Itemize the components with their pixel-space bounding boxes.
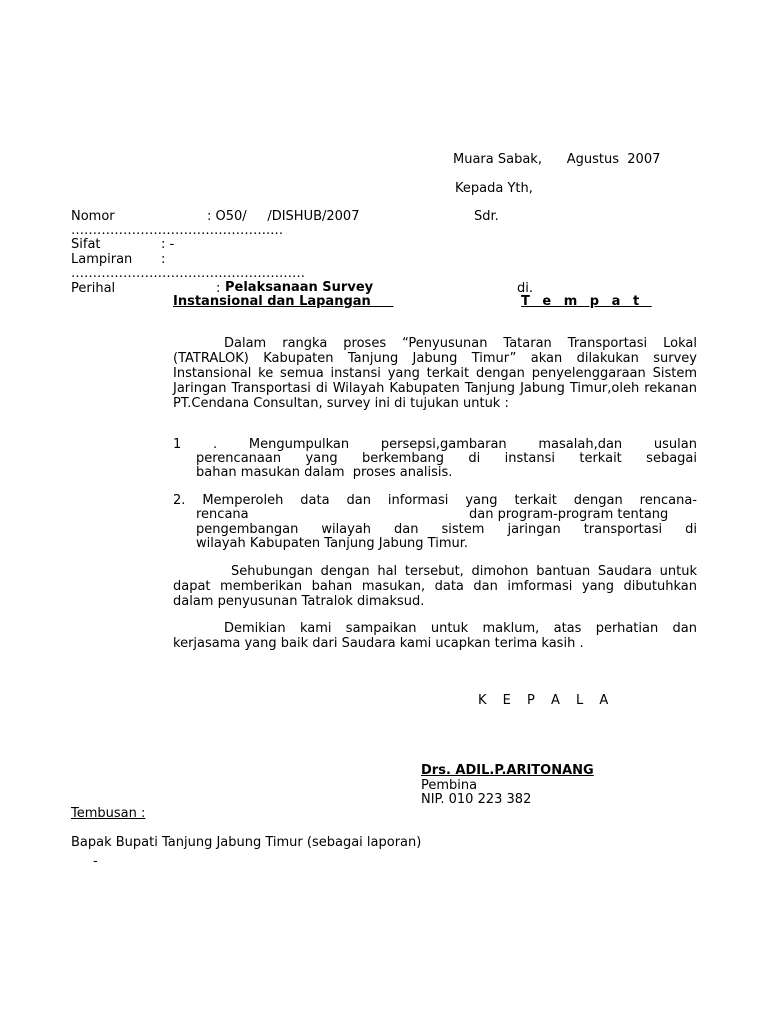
sifat-value: : -: [161, 237, 175, 252]
list-item-1-line-2: perencanaan yang berkembang di instansi terkait sebagai: [196, 451, 697, 466]
recipient-tempat: T e m p a t: [521, 294, 652, 309]
nomor-label: Nomor: [71, 209, 115, 224]
body-paragraph-1: Dalam rangka proses “Penyusunan Tataran Transportasi Lokal (TATRALOK) Kabupaten Tanjung Jabung Timur” akan dilakukan survey Instansional ke semua instansi yang terkait dengan penyelenggaraan Sistem Jaringan Transportasi di Wilayah Kabupaten Tanjung Jabung Timur,oleh rekanan PT.Cendana Consultan, survey ini di tujukan untuk :: [173, 336, 697, 411]
lampiran-value: :: [161, 252, 166, 267]
sifat-label: Sifat: [71, 237, 101, 252]
tembusan-dash: -: [93, 854, 98, 869]
lampiran-label: Lampiran: [71, 252, 133, 267]
list-item-1-line-1: 1 . Mengumpulkan persepsi,gambaran masalah,dan usulan: [173, 437, 697, 452]
list-item-2-line-3: pengembangan wilayah dan sistem jaringan transportasi di: [196, 522, 697, 537]
place-date: Muara Sabak, Agustus 2007: [453, 152, 661, 167]
list-item-1-line-3: bahan masukan dalam proses analisis.: [196, 465, 453, 480]
list-item-2-line-2a: rencana: [196, 507, 249, 522]
signatory-rank: Pembina: [421, 778, 478, 793]
recipient-greeting: Kepada Yth,: [455, 181, 533, 196]
signatory-title: K E P A L A: [478, 693, 615, 708]
perihal-colon: :: [216, 281, 225, 296]
dotted-line: ……………………………………….…: [71, 223, 284, 238]
perihal-subject-line2: Instansional dan Lapangan: [173, 294, 394, 309]
perihal-label: Perihal: [71, 281, 116, 296]
nomor-value: : O50/ /DISHUB/2007: [207, 209, 360, 224]
list-item-2-line-1: 2. Memperoleh data dan informasi yang terkait dengan rencana-: [173, 493, 697, 508]
recipient-sdr: Sdr.: [474, 209, 499, 224]
signatory-nip: NIP. 010 223 382: [421, 792, 532, 807]
perihal-subject-line1: Pelaksanaan Survey: [225, 280, 374, 295]
signatory-name: Drs. ADIL.P.ARITONANG: [421, 763, 594, 778]
list-item-2-line-2b: dan program-program tentang: [469, 507, 669, 522]
body-paragraph-2: Sehubungan dengan hal tersebut, dimohon bantuan Saudara untuk dapat memberikan bahan masukan, data dan imformasi yang dibutuhkan dalam penyusunan Tatralok dimaksud.: [173, 564, 697, 609]
recipient-di: di.: [517, 281, 533, 296]
body-paragraph-3: Demikian kami sampaikan untuk maklum, atas perhatian dan kerjasama yang baik dari Saudara kami ucapkan terima kasih .: [173, 621, 697, 651]
tembusan-label: Tembusan :: [71, 806, 146, 821]
dotted-line: ………………………………………………: [71, 266, 305, 281]
list-item-2-line-4: wilayah Kabupaten Tanjung Jabung Timur.: [196, 536, 469, 551]
tembusan-item: Bapak Bupati Tanjung Jabung Timur (sebagai laporan): [71, 835, 422, 850]
